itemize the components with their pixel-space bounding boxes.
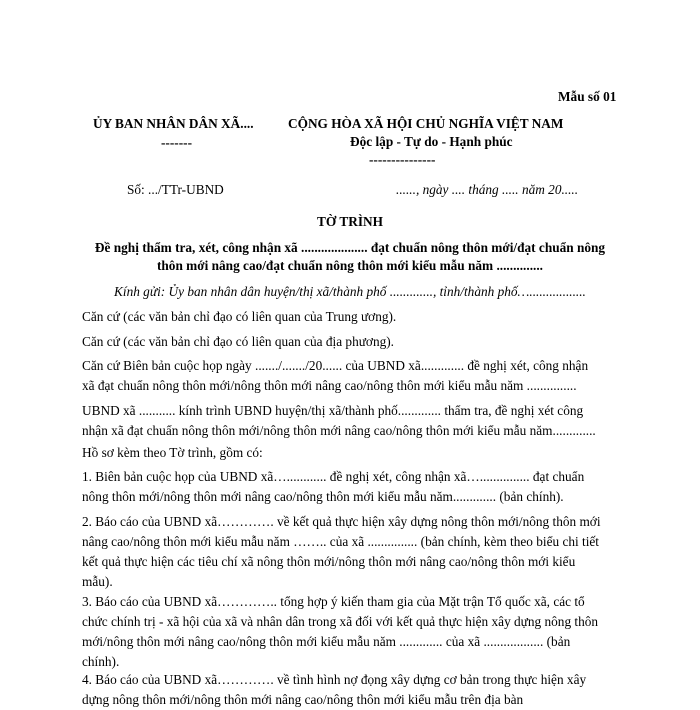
national-motto: Độc lập - Tự do - Hạnh phúc — [350, 134, 513, 149]
paragraph-line: UBND xã ........... kính trình UBND huyện/thị xã/thành phố............. thẩm tra, đề nghị xét công — [82, 403, 584, 418]
subject-line: thôn mới nâng cao/đạt chuẩn nông thôn mới kiểu mẫu năm .............. — [156, 258, 543, 273]
paragraph-line: 3. Báo cáo của UBND xã………….. tổng hợp ý kiến tham gia của Mặt trận Tổ quốc xã, các tổ — [82, 594, 585, 609]
paragraph-line: Căn cứ Biên bản cuộc họp ngày ......./......./20...... của UBND xã............. đề nghị xét, công nhận — [82, 358, 589, 373]
document-type: TỜ TRÌNH — [317, 214, 383, 229]
paragraph-line: nông thôn mới/nông thôn mới nâng cao/nông thôn mới kiểu mẫu năm............. (bản chính). — [82, 489, 564, 504]
subject-line: Đề nghị thẩm tra, xét, công nhận xã .................... đạt chuẩn nông thôn mới/đạt chuẩn nông — [94, 240, 606, 255]
national-title: CỘNG HÒA XÃ HỘI CHỦ NGHĨA VIỆT NAM — [288, 116, 564, 131]
dossier-item-2 — [82, 512, 622, 592]
paragraph-line: 1. Biên bản cuộc họp của UBND xã…............ đề nghị xét, công nhận xã…............... đạt chuẩn — [82, 469, 585, 484]
document-number: Số: .../TTr-UBND — [127, 182, 224, 197]
recipient-line: Kính gửi: Ủy ban nhân dân huyện/thị xã/thành phố ............., tỉnh/thành phố…................. — [114, 284, 586, 299]
basis-local: Căn cứ (các văn bản chỉ đạo có liên quan của địa phương). — [82, 334, 395, 349]
paragraph-line: 2. Báo cáo của UBND xã…………. về kết quả thực hiện xây dựng nông thôn mới/nông thôn mới — [82, 514, 601, 529]
paragraph-line: xã đạt chuẩn nông thôn mới/nông thôn mới nâng cao/nông thôn mới kiểu mẫu năm ............... — [82, 378, 577, 393]
dossier-item-1 — [82, 467, 622, 507]
paragraph-line: chính). — [82, 654, 120, 669]
paragraph-line: mới/nông thôn mới nâng cao/nông thôn mới kiểu mẫu năm ............. của xã .................. (bản — [82, 634, 571, 649]
paragraph-line: kết quả thực hiện các tiêu chí xã nông thôn mới/nông thôn mới nâng cao/nông thôn mới kiểu — [82, 554, 576, 569]
form-number: Mẫu số 01 — [558, 89, 617, 104]
dossier-intro: Hồ sơ kèm theo Tờ trình, gồm có: — [82, 445, 263, 460]
basis-meeting-minutes — [82, 356, 622, 396]
submission-paragraph — [82, 401, 622, 441]
document-subject — [60, 239, 640, 275]
dossier-item-4 — [82, 670, 622, 710]
dossier-item-3 — [82, 592, 622, 672]
paragraph-line: dựng nông thôn mới/nông thôn mới nâng cao/nông thôn mới kiểu mẫu trên địa bàn — [82, 692, 524, 707]
place-and-date: ......, ngày .... tháng ..... năm 20..... — [396, 182, 579, 197]
paragraph-line: nhận xã đạt chuẩn nông thôn mới/nông thôn mới nâng cao/nông thôn mới kiểu mẫu năm............. — [82, 423, 596, 438]
basis-central: Căn cứ (các văn bản chỉ đạo có liên quan của Trung ương). — [82, 309, 397, 324]
issuing-authority: ỦY BAN NHÂN DÂN XÃ.... — [93, 116, 254, 131]
right-header-rule: --------------- — [369, 152, 436, 167]
paragraph-line: 4. Báo cáo của UBND xã…………. về tình hình nợ đọng xây dựng cơ bản trong thực hiện xây — [82, 672, 587, 687]
left-header-rule: ------- — [161, 135, 192, 150]
paragraph-line: nâng cao/nông thôn mới kiểu mẫu năm …….. của xã ............... (bản chính, kèm theo biểu chi tiết — [82, 534, 599, 549]
paragraph-line: mẫu). — [82, 574, 113, 589]
paragraph-line: chức chính trị - xã hội của xã và nhân dân trong xã đối với kết quả thực hiện xây dựng nông thôn — [82, 614, 599, 629]
